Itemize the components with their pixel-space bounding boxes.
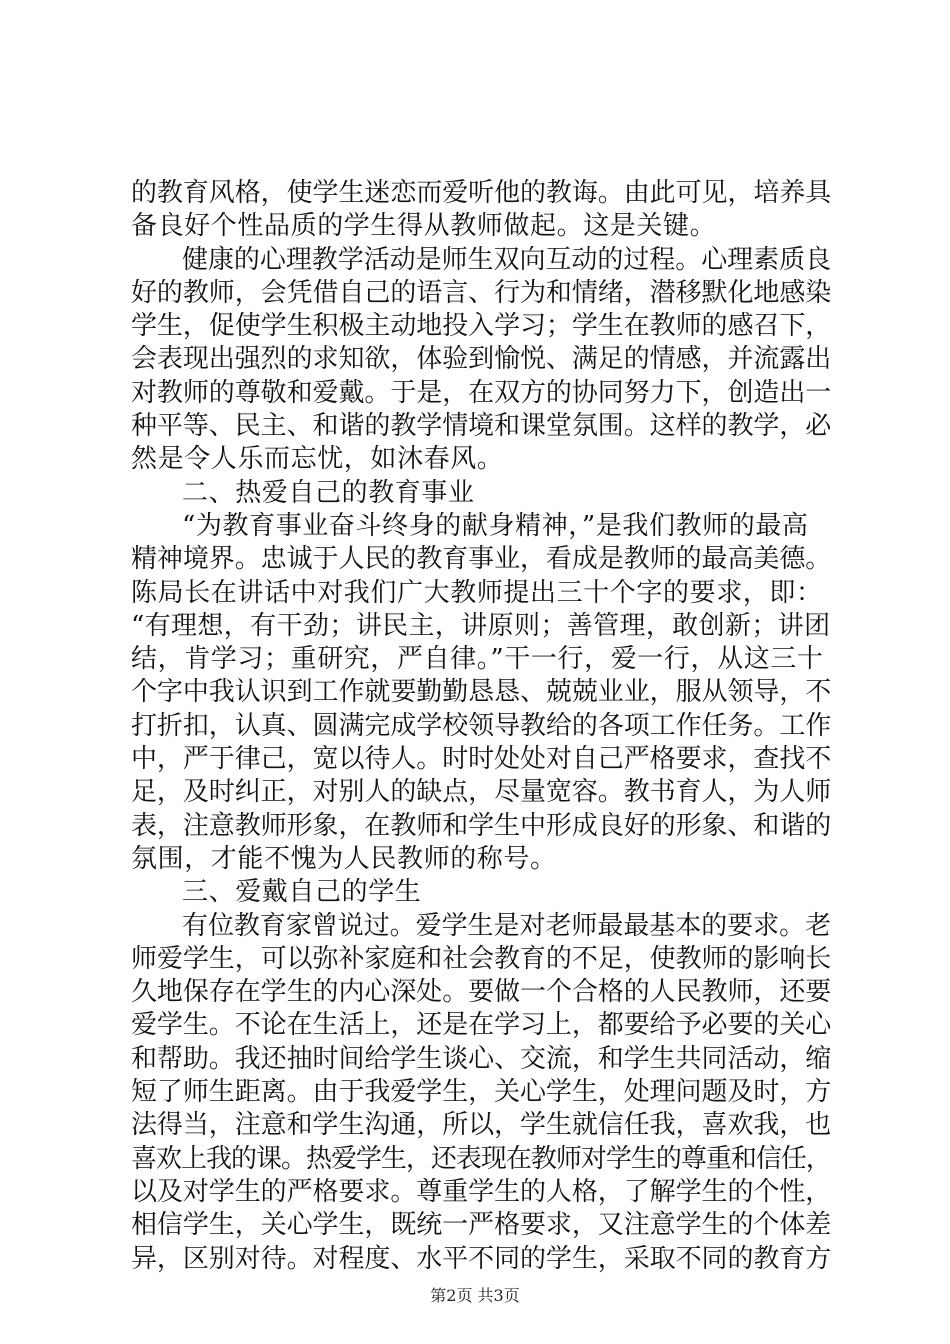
text-line: 备良好个性品质的学生得从教师做起。这是关键。 — [131, 211, 717, 242]
text-line: 表，注意教师形象，在教师和学生中形成良好的形象、和谐的 — [131, 810, 832, 841]
text-line: 喜欢上我的课。热爱学生，还表现在教师对学生的尊重和信任， — [131, 1143, 831, 1174]
document-body — [131, 177, 831, 1276]
text-line: 结，肯学习；重研究，严自律。”干一行，爱一行，从这三十 — [131, 644, 824, 675]
text-line: 氛围，才能不愧为人民教师的称号。 — [131, 843, 557, 874]
text-line: 打折扣，认真、圆满完成学校领导教给的各项工作任务。工作 — [131, 710, 832, 741]
text-line: 中，严于律己，宽以待人。时时处处对自己严格要求，查找不 — [131, 744, 832, 775]
text-line: “有理想，有干劲；讲民主，讲原则；善管理，敢创新；讲团 — [131, 610, 831, 641]
text-line: 好的教师，会凭借自己的语言、行为和情绪，潜移默化地感染 — [131, 277, 832, 308]
text-line: 有位教育家曾说过。爱学生是对老师最最基本的要求。老 — [182, 910, 832, 941]
text-line: 种平等、民主、和谐的教学情境和课堂氛围。这样的教学，必 — [131, 411, 832, 442]
text-line: “为教育事业奋斗终身的献身精神，”是我们教师的最高 — [182, 510, 809, 541]
text-line: 学生，促使学生积极主动地投入学习；学生在教师的感召下， — [131, 311, 832, 342]
text-line: 法得当，注意和学生沟通，所以，学生就信任我，喜欢我，也 — [131, 1110, 832, 1141]
text-line: 三、爱戴自己的学生 — [182, 877, 422, 908]
text-line: 以及对学生的严格要求。尊重学生的人格，了解学生的个性， — [131, 1176, 832, 1207]
text-line: 相信学生，关心学生，既统一严格要求，又注意学生的个体差 — [131, 1210, 832, 1241]
text-line: 个字中我认识到工作就要勤勤恳恳、兢兢业业，服从领导，不 — [131, 677, 832, 708]
text-line: 爱学生。不论在生活上，还是在学习上，都要给予必要的关心 — [131, 1010, 832, 1041]
text-line: 师爱学生，可以弥补家庭和社会教育的不足，使教师的影响长 — [131, 943, 832, 974]
text-line: 短了师生距离。由于我爱学生，关心学生，处理问题及时，方 — [131, 1077, 832, 1108]
text-line: 的教育风格，使学生迷恋而爱听他的教诲。由此可见，培养具 — [131, 178, 832, 208]
text-line: 二、热爱自己的教育事业 — [182, 477, 475, 508]
text-line: 然是令人乐而忘忧，如沐春风。 — [131, 444, 504, 475]
text-line: 异，区别对待。对程度、水平不同的学生，采取不同的教育方 — [131, 1243, 832, 1274]
text-line: 精神境界。忠诚于人民的教育事业，看成是教师的最高美德。 — [131, 544, 832, 575]
text-line: 足，及时纠正，对别人的缺点，尽量宽容。教书育人，为人师 — [131, 777, 832, 808]
page-footer: 第2页 共3页 — [430, 1286, 520, 1305]
text-line: 陈局长在讲话中对我们广大教师提出三十个字的要求，即： — [131, 577, 823, 608]
text-line: 久地保存在学生的内心深处。要做一个合格的人民教师，还要 — [131, 977, 832, 1008]
text-line: 会表现出强烈的求知欲，体验到愉悦、满足的情感，并流露出 — [131, 344, 832, 375]
text-line: 对教师的尊敬和爱戴。于是，在双方的协同努力下，创造出一 — [131, 377, 832, 408]
text-line: 和帮助。我还抽时间给学生谈心、交流，和学生共同活动，缩 — [131, 1043, 832, 1074]
text-line: 健康的心理教学活动是师生双向互动的过程。心理素质良 — [182, 244, 832, 275]
